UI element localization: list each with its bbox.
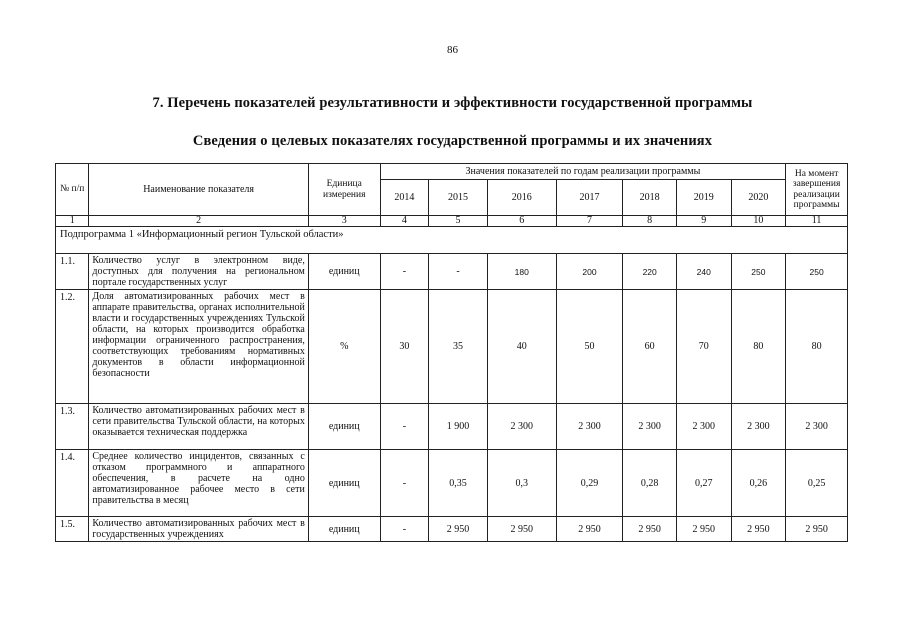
subprogram-title: Подпрограмма 1 «Информационный регион Тульской области» [56, 227, 848, 254]
value-cell: 2 950 [786, 517, 848, 542]
value-cell: 250 [731, 254, 786, 290]
header-year: 2018 [623, 180, 677, 216]
value-cell: 2 950 [676, 517, 731, 542]
column-index: 7 [556, 216, 623, 227]
section-heading: 7. Перечень показателей результативности и эффективности государственной программы [152, 95, 753, 111]
value-cell: - [429, 254, 488, 290]
header-years-group: Значения показателей по годам реализации программы [380, 164, 786, 180]
column-index: 1 [56, 216, 89, 227]
value-cell: 70 [676, 290, 731, 404]
row-number: 1.2. [56, 290, 89, 404]
header-num: № п/п [56, 164, 89, 216]
value-cell: 2 300 [786, 404, 848, 450]
row-number: 1.4. [56, 450, 89, 517]
value-cell: 80 [731, 290, 786, 404]
row-number: 1.3. [56, 404, 89, 450]
value-cell: 2 300 [556, 404, 623, 450]
value-cell: 35 [429, 290, 488, 404]
value-cell: 2 950 [623, 517, 677, 542]
indicators-table [55, 163, 848, 542]
value-cell: 0,27 [676, 450, 731, 517]
value-cell: 2 300 [487, 404, 556, 450]
value-cell: 0,26 [731, 450, 786, 517]
indicator-unit: единиц [308, 254, 380, 290]
table-row [56, 254, 848, 290]
value-cell: 0,29 [556, 450, 623, 517]
header-year: 2016 [487, 180, 556, 216]
value-cell: 2 950 [429, 517, 488, 542]
indicator-name: Количество автоматизированных рабочих мест в сети правительства Тульской области, на которых оказывается техническая поддержка [89, 404, 308, 450]
value-cell: - [380, 404, 429, 450]
column-index: 2 [89, 216, 308, 227]
value-cell: 2 950 [556, 517, 623, 542]
header-year: 2014 [380, 180, 429, 216]
header-year: 2017 [556, 180, 623, 216]
value-cell: - [380, 254, 429, 290]
header-name: Наименование показателя [89, 164, 308, 216]
column-index: 3 [308, 216, 380, 227]
value-cell: 200 [556, 254, 623, 290]
column-index: 9 [676, 216, 731, 227]
row-number: 1.5. [56, 517, 89, 542]
column-index: 11 [786, 216, 848, 227]
indicator-name: Количество услуг в электронном виде, доступных для получения на региональном портале государственных услуг [89, 254, 308, 290]
value-cell: 2 950 [731, 517, 786, 542]
value-cell: 1 900 [429, 404, 488, 450]
value-cell: 2 300 [731, 404, 786, 450]
value-cell: 2 950 [487, 517, 556, 542]
table-row [56, 290, 848, 404]
value-cell: 2 300 [676, 404, 731, 450]
value-cell: 2 300 [623, 404, 677, 450]
value-cell: 80 [786, 290, 848, 404]
value-cell: 30 [380, 290, 429, 404]
column-index: 5 [429, 216, 488, 227]
column-index: 6 [487, 216, 556, 227]
value-cell: 60 [623, 290, 677, 404]
value-cell: - [380, 517, 429, 542]
indicator-unit: единиц [308, 404, 380, 450]
value-cell: 0,28 [623, 450, 677, 517]
value-cell: 0,3 [487, 450, 556, 517]
indicator-unit: единиц [308, 450, 380, 517]
value-cell: - [380, 450, 429, 517]
page-number: 86 [447, 44, 458, 56]
header-year: 2015 [429, 180, 488, 216]
header-unit: Единица измерения [308, 164, 380, 216]
section-subheading: Сведения о целевых показателях государственной программы и их значениях [192, 133, 713, 149]
header-year: 2019 [676, 180, 731, 216]
column-index-row [56, 216, 848, 227]
value-cell: 0,35 [429, 450, 488, 517]
indicator-name: Среднее количество инцидентов, связанных с отказом программного и аппаратного обеспечения, в расчете на одно автоматизированное рабочее место в сети правительства в месяц [89, 450, 308, 517]
table-row [56, 450, 848, 517]
subprogram-row [56, 227, 848, 254]
indicator-unit: единиц [308, 517, 380, 542]
table-row [56, 517, 848, 542]
value-cell: 240 [676, 254, 731, 290]
column-index: 4 [380, 216, 429, 227]
table-row [56, 404, 848, 450]
header-year: 2020 [731, 180, 786, 216]
indicator-unit: % [308, 290, 380, 404]
value-cell: 50 [556, 290, 623, 404]
value-cell: 0,25 [786, 450, 848, 517]
indicator-name: Количество автоматизированных рабочих мест в государственных учреждениях [89, 517, 308, 542]
column-index: 10 [731, 216, 786, 227]
value-cell: 250 [786, 254, 848, 290]
indicator-name: Доля автоматизированных рабочих мест в аппарате правительства, органах исполнительной власти и государственных учреждениях Тульской области, на которых производится обработка информации ограниченного распространения, соответствующих требованиям нормативных документов в области информационной безопасности [89, 290, 308, 404]
column-index: 8 [623, 216, 677, 227]
value-cell: 220 [623, 254, 677, 290]
header-final: На момент завершения реализации программы [786, 164, 848, 216]
value-cell: 180 [487, 254, 556, 290]
row-number: 1.1. [56, 254, 89, 290]
value-cell: 40 [487, 290, 556, 404]
